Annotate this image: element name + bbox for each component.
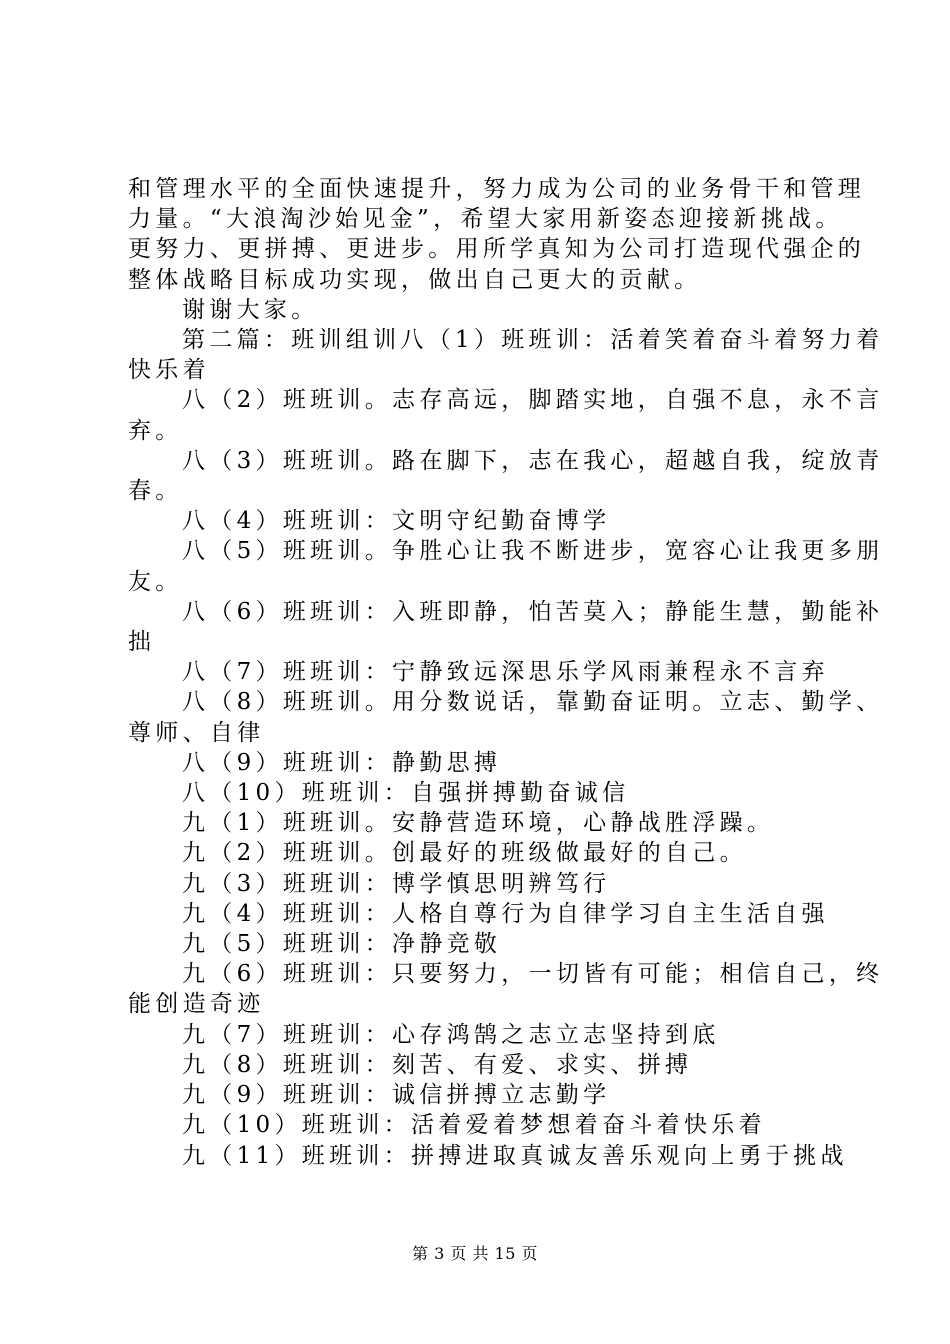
text-line: 八（5）班班训。争胜心让我不断进步，宽容心让我更多朋 [182, 538, 884, 565]
text-line: 九（5）班班训：净静竞敬 [182, 931, 502, 958]
text-line: 友。 [128, 568, 183, 595]
text-line: 八（9）班班训：静勤思搏 [182, 749, 502, 776]
text-line: 八（3）班班训。路在脚下，志在我心，超越自我，绽放青 [182, 447, 884, 474]
text-line: 九（6）班班训：只要努力，一切皆有可能；相信自己，终 [182, 961, 884, 988]
text-line: 八（4）班班训：文明守纪勤奋博学 [182, 508, 611, 535]
text-line: 力量。“大浪淘沙始见金”，希望大家用新姿态迎接新挑战。 [128, 206, 843, 233]
text-line: 九（2）班班训。创最好的班级做最好的自己。 [182, 840, 747, 867]
text-line: 九（1）班班训。安静营造环境，心静战胜浮躁。 [182, 810, 775, 837]
text-line: 九（10）班班训：活着爱着梦想着奋斗着快乐着 [182, 1112, 766, 1139]
page-footer: 第 3 页 共 15 页 [412, 1244, 538, 1263]
text-line: 八（10）班班训：自强拼搏勤奋诚信 [182, 780, 630, 807]
text-line: 第二篇：班训组训八（1）班班训：活着笑着奋斗着努力着 [182, 327, 884, 354]
text-line: 能创造奇迹 [128, 991, 265, 1018]
text-line: 快乐着 [128, 357, 210, 384]
text-line: 八（7）班班训：宁静致远深思乐学风雨兼程永不言弃 [182, 659, 829, 686]
text-line: 尊师、自律 [128, 719, 265, 746]
document-body [128, 174, 884, 1171]
text-line: 更努力、更拼搏、更进步。用所学真知为公司打造现代强企的 [128, 236, 866, 263]
text-line: 九（3）班班训：博学慎思明辨笃行 [182, 870, 611, 897]
text-line: 九（11）班班训：拼搏进取真诚友善乐观向上勇于挑战 [182, 1142, 848, 1169]
text-line: 九（7）班班训：心存鸿鹄之志立志坚持到底 [182, 1021, 720, 1048]
text-line: 八（8）班班训。用分数说话，靠勤奋证明。立志、勤学、 [182, 689, 884, 716]
text-line: 九（4）班班训：人格自尊行为自律学习自主生活自强 [182, 900, 829, 927]
text-line: 弃。 [128, 417, 183, 444]
text-line: 春。 [128, 478, 183, 505]
text-line: 谢谢大家。 [182, 296, 319, 323]
text-line: 八（6）班班训：入班即静，怕苦莫入；静能生慧，勤能补 [182, 598, 884, 625]
text-line: 拙 [128, 629, 156, 656]
text-line: 八（2）班班训。志存高远，脚踏实地，自强不息，永不言 [182, 387, 884, 414]
text-line: 九（8）班班训：刻苦、有爱、求实、拼搏 [182, 1051, 693, 1078]
text-line: 整体战略目标成功实现，做出自己更大的贡献。 [128, 266, 702, 293]
text-line: 九（9）班班训：诚信拼搏立志勤学 [182, 1082, 611, 1109]
text-line: 和管理水平的全面快速提升，努力成为公司的业务骨干和管理 [128, 176, 866, 202]
